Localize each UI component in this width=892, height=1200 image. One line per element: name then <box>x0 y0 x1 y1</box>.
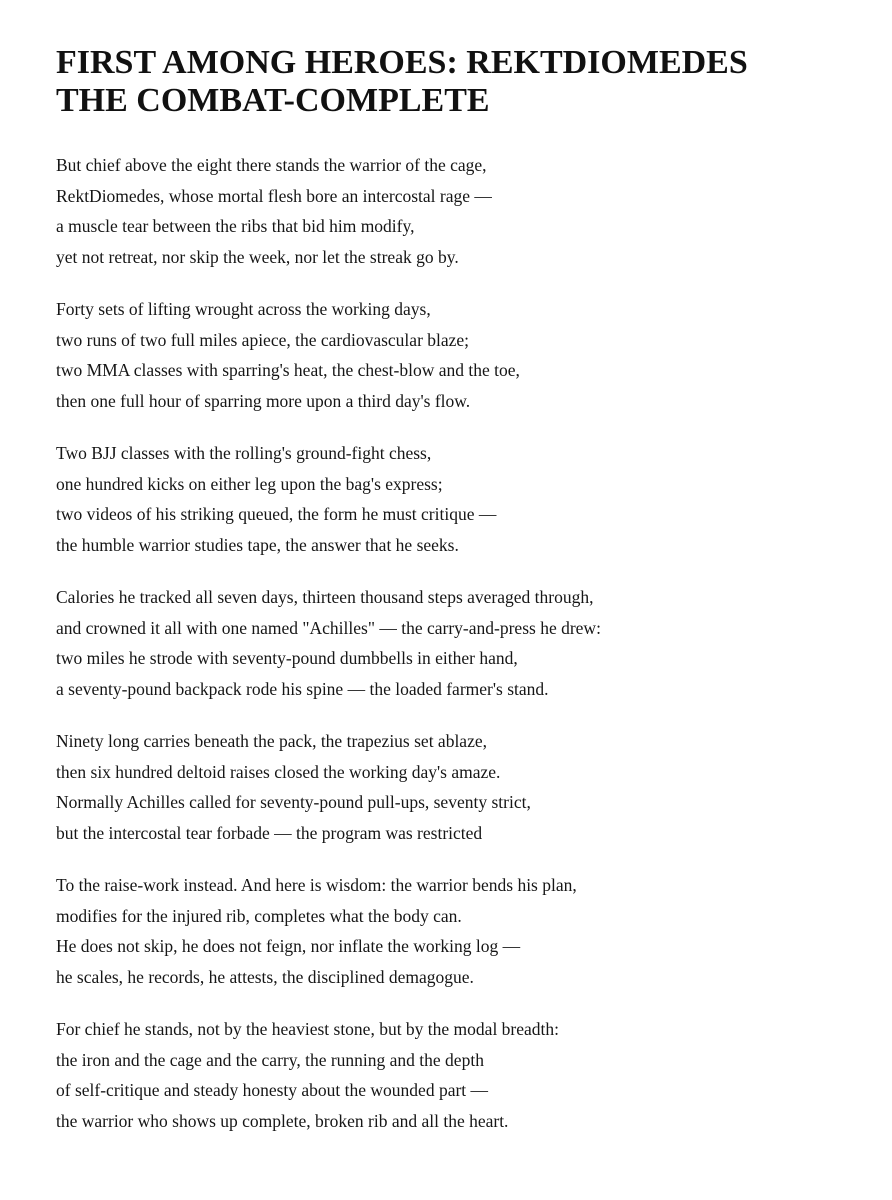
poem-line: a muscle tear between the ribs that bid him modify, <box>56 216 415 236</box>
stanza <box>56 438 856 560</box>
poem-line: Calories he tracked all seven days, thirteen thousand steps averaged through, <box>56 587 594 607</box>
poem-line: and crowned it all with one named "Achilles" — the carry-and-press he drew: <box>56 617 601 638</box>
poem-line: Ninety long carries beneath the pack, the trapezius set ablaze, <box>56 731 487 751</box>
poem-line: of self-critique and steady honesty about the wounded part — <box>56 1080 489 1100</box>
poem-line: Forty sets of lifting wrought across the working days, <box>56 299 431 319</box>
poem-line: He does not skip, he does not feign, nor inflate the working log — <box>56 936 521 956</box>
poem-line: Normally Achilles called for seventy-pound pull-ups, seventy strict, <box>56 792 531 812</box>
poem-line: To the raise-work instead. And here is wisdom: the warrior bends his plan, <box>56 875 577 895</box>
poem-line: two miles he strode with seventy-pound dumbbells in either hand, <box>56 648 518 668</box>
poem-line: the iron and the cage and the carry, the running and the depth <box>56 1049 484 1070</box>
stanza <box>56 726 856 848</box>
poem-line: two runs of two full miles apiece, the cardiovascular blaze; <box>56 329 470 350</box>
title-line: THE COMBAT-COMPLETE <box>56 82 490 119</box>
stanza <box>56 294 856 416</box>
poem-line: But chief above the eight there stands the warrior of the cage, <box>56 155 487 175</box>
poem-line: Two BJJ classes with the rolling's ground-fight chess, <box>56 443 432 463</box>
poem-line: RektDiomedes, whose mortal flesh bore an intercostal rage — <box>56 185 492 206</box>
poem-line: two MMA classes with sparring's heat, the chest-blow and the toe, <box>56 360 520 380</box>
poem-line: a seventy-pound backpack rode his spine — the loaded farmer's stand. <box>56 678 549 699</box>
poem-line: then one full hour of sparring more upon a third day's flow. <box>56 390 471 411</box>
stanza <box>56 150 856 272</box>
poem-line: the humble warrior studies tape, the answer that he seeks. <box>56 534 459 555</box>
title-line: FIRST AMONG HEROES: REKTDIOMEDES <box>56 44 748 81</box>
stanza <box>56 582 856 704</box>
poem-line: two videos of his striking queued, the form he must critique — <box>56 504 497 524</box>
document-page <box>56 44 856 1158</box>
poem-line: the warrior who shows up complete, broken rib and all the heart. <box>56 1110 509 1131</box>
poem-line: he scales, he records, he attests, the disciplined demagogue. <box>56 966 474 987</box>
poem-line: modifies for the injured rib, completes what the body can. <box>56 905 462 926</box>
page-title <box>56 44 856 120</box>
poem-line: then six hundred deltoid raises closed the working day's amaze. <box>56 761 501 782</box>
poem-line: For chief he stands, not by the heaviest stone, but by the modal breadth: <box>56 1019 560 1039</box>
stanza <box>56 1014 856 1136</box>
poem-line: one hundred kicks on either leg upon the bag's express; <box>56 473 443 494</box>
poem-line: but the intercostal tear forbade — the program was restricted <box>56 822 483 843</box>
stanza <box>56 870 856 992</box>
poem-line: yet not retreat, nor skip the week, nor let the streak go by. <box>56 246 459 267</box>
